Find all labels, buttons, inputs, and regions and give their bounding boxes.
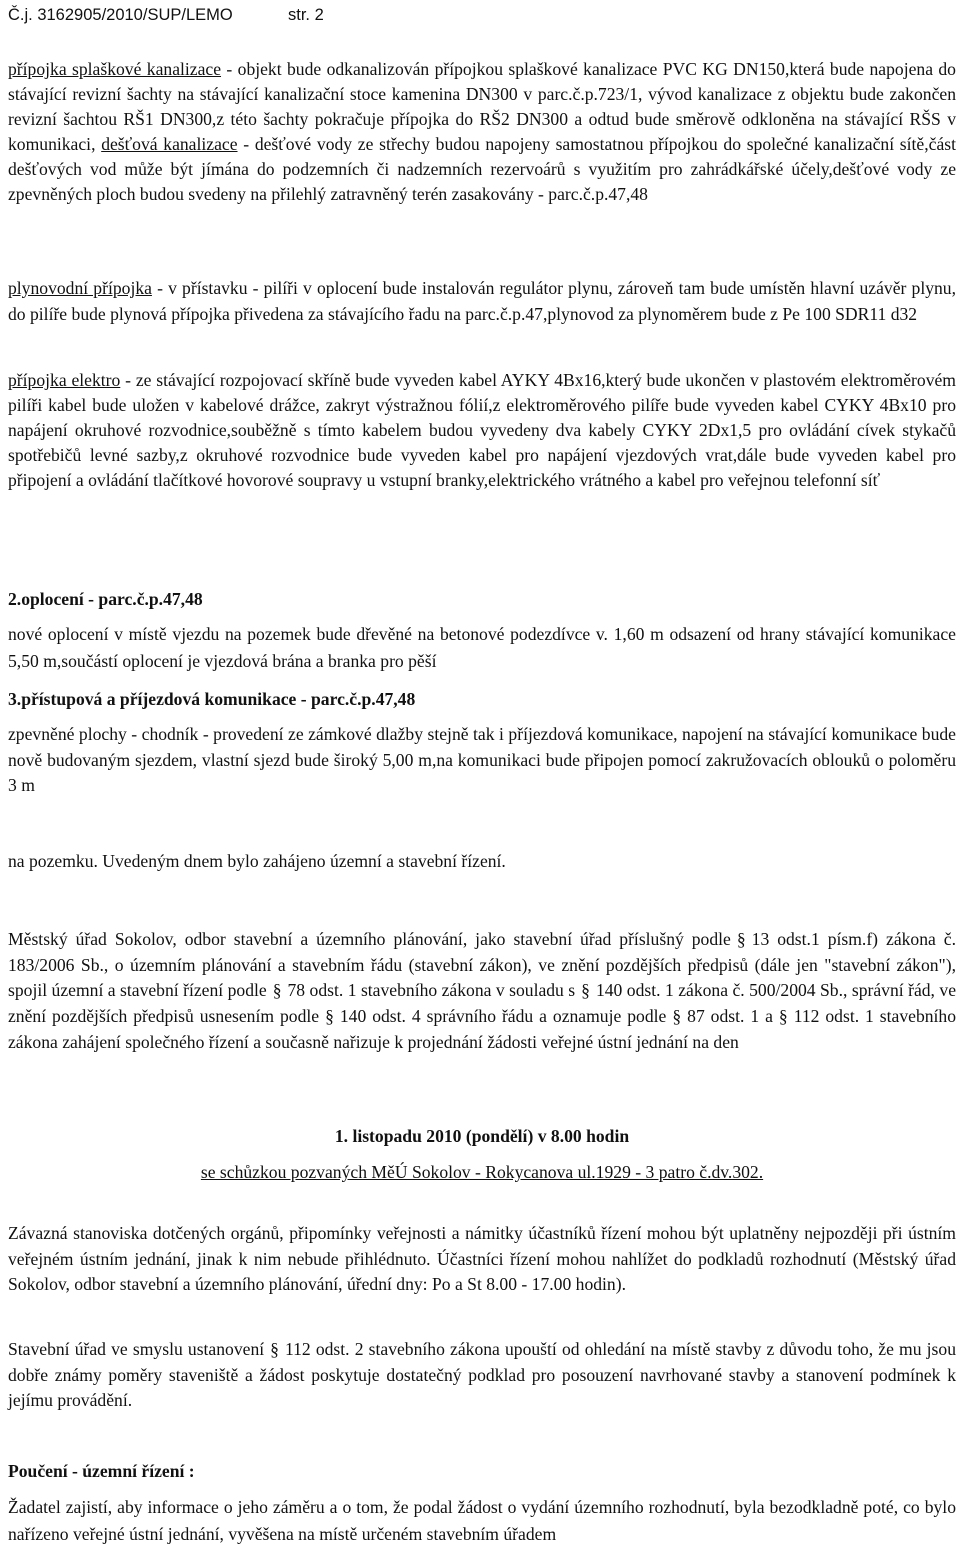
label-kanalizace: přípojka splaškové kanalizace <box>8 59 222 79</box>
reference-number: Č.j. 3162905/2010/SUP/LEMO <box>8 6 233 24</box>
page-number: str. 2 <box>288 6 324 24</box>
paragraph-elektro: přípojka elektro - ze stávající rozpojovací skříně bude vyveden kabel AYKY 4Bx16,který bude ukončen v plastovém elektroměrovém pilíři kabel bude uložen v kabelové drážce, zakryt výstražnou fólií,z elektroměrového pilíře bude vyveden kabel CYKY 4Bx10 pro napájení okruhové rozvodnice,souběžně s tímto kabelem budou vyvedeny dva kabely CYKY 2Dx1,5 pro ovládání cívek stykačů spotřebičů levné sazby,z okruhové rozvodnice bude vyveden kabel pro napájení vjezdových vrat,dále bude vyveden kabel pro připojení a ovládání tlačítkové hovorové soupravy u vstupní branky,elektrického vrátného a kabel pro veřejnou telefonní síť <box>8 370 956 490</box>
page-header <box>8 6 956 30</box>
paragraph-zavazna-stanoviska: Závazná stanoviska dotčených orgánů, připomínky veřejnosti a námitky účastníků řízení mohou být uplatněny nejpozději při ústním veřejném ústním jednání, jinak k nim nebude přihlédnuto. Účastníci řízení mohou nahlížet do podkladů rozhodnutí (Městský úřad Sokolov, odbor stavební a územního plánování, úřední dny: Po a St 8.00 - 17.00 hodin). <box>8 1223 956 1295</box>
label-plyn: plynovodní přípojka <box>8 278 152 298</box>
paragraph-pouceni: Žadatel zajistí, aby informace o jeho záměru a o tom, že podal žádost o vydání územního rozhodnutí, byla bezodkladně poté, co bylo nařízeno veřejné ústní jednání, vyvěšena na místě určeném stavebním úřadem <box>8 1497 956 1544</box>
paragraph-pozemek: na pozemku. Uvedeným dnem bylo zahájeno územní a stavební řízení. <box>8 851 506 871</box>
section-sign <box>267 980 288 1000</box>
paragraph-mestsky-urad: Městský úřad Sokolov, odbor stavební a územního plánování, jako stavební úřad příslušný podle§ 13 odst.1 písm.f) zákona č. 183/2006 Sb., o územním plánování a stavebním řádu (stavební zákon), ve znění pozdějších předpisů (dále jen "stavební zákon"), spojil územní a stavební řízení podle§ 78 odst. 1 stavebního zákona v souladu s§ 140 odst. 1 zákona č. 500/2004 Sb., správní řád, ve znění pozdějších předpisů usnesením podle§ 140 odst. 4 správního řádu a oznamuje podle§ 87 odst. 1 a§ 112 odst. 1 stavebního zákona zahájení společného řízení a současně nařizuje k projednání žádosti veřejné ústní jednání na den <box>8 927 956 1056</box>
label-elektro: přípojka elektro <box>8 370 121 390</box>
section-sign <box>264 1339 285 1359</box>
paragraph-stavebni-urad: Stavební úřad ve smyslu ustanovení§ 112 odst. 2 stavebního zákona upouští od ohledání na místě stavby z důvodu toho, že mu jsou dobře známy poměry staveniště a žádost poskytuje dostatečný podklad pro posouzení navrhované stavby a stanovení podmínek k jejímu provádění. <box>8 1337 956 1414</box>
section-sign <box>319 1006 340 1026</box>
section-sign <box>773 1006 794 1026</box>
heading-oploceni: 2.oplocení - parc.č.p.47,48 <box>8 589 203 609</box>
hearing-place: se schůzkou pozvaných MěÚ Sokolov - Rokycanova ul.1929 - 3 patro č.dv.302. <box>200 1162 764 1182</box>
heading-komunikace: 3.přístupová a příjezdová komunikace - parc.č.p.47,48 <box>8 689 416 709</box>
label-destova-kanalizace: dešťová kanalizace <box>101 134 238 154</box>
heading-pouceni: Poučení - územní řízení : <box>8 1461 195 1481</box>
paragraph-oploceni: nové oplocení v místě vjezdu na pozemek bude dřevěné na betonové podezdívce v. 1,60 m odsazení od hrany stávající komunikace 5,50 m,součástí oplocení je vjezdová brána a branka pro pěší <box>8 624 956 671</box>
paragraph-kanalizace: přípojka splaškové kanalizace - objekt bude odkanalizován přípojkou splaškové kanalizace PVC KG DN150,která bude napojena do stávající revizní šachty na stávající kanalizační stoce kamenina DN300 v parc.č.p.723/1, vývod kanalizace z objektu bude zakončen revizní šachtou RŠ1 DN300,z této šachty pokračuje přípojka do RŠ2 DN300 a odtud bude směrově odkloněna na stávající RŠS v komunikaci, dešťová kanalizace - dešťové vody ze střechy budou napojeny samostatnou přípojkou do společné kanalizační sítě,část dešťových vod může být jímána do podzemních či nadzemních rezervoárů s využitím pro zahrádkářské účely,dešťové vody ze zpevněných ploch budou svedeny na přilehlý zatravněný terén zasakovány - parc.č.p.47,48 <box>8 59 956 204</box>
hearing-date: 1. listopadu 2010 (pondělí) v 8.00 hodin <box>334 1126 630 1146</box>
paragraph-komunikace: zpevněné plochy - chodník - provedení ze zámkové dlažby stejně tak i příjezdová komunikace, napojení na stávající komunikace bude nově budovaným sjezdem, vlastní sjezd bude široký 5,00 m,na komunikaci bude připojen pomocí zakružovacích oblouků o poloměru 3 m <box>8 724 956 796</box>
section-sign <box>575 980 596 1000</box>
section-sign <box>731 929 752 949</box>
paragraph-plyn: plynovodní přípojka - v přístavku - pilíři v oplocení bude instalován regulátor plynu, zároveň tam bude umístěn hlavní uzávěr plynu, do pilíře bude plynová přípojka přivedena za stávajícího řadu na parc.č.p.47,plynovod za plynoměrem bude z Pe 100 SDR11 d32 <box>8 278 956 324</box>
section-sign <box>666 1006 687 1026</box>
